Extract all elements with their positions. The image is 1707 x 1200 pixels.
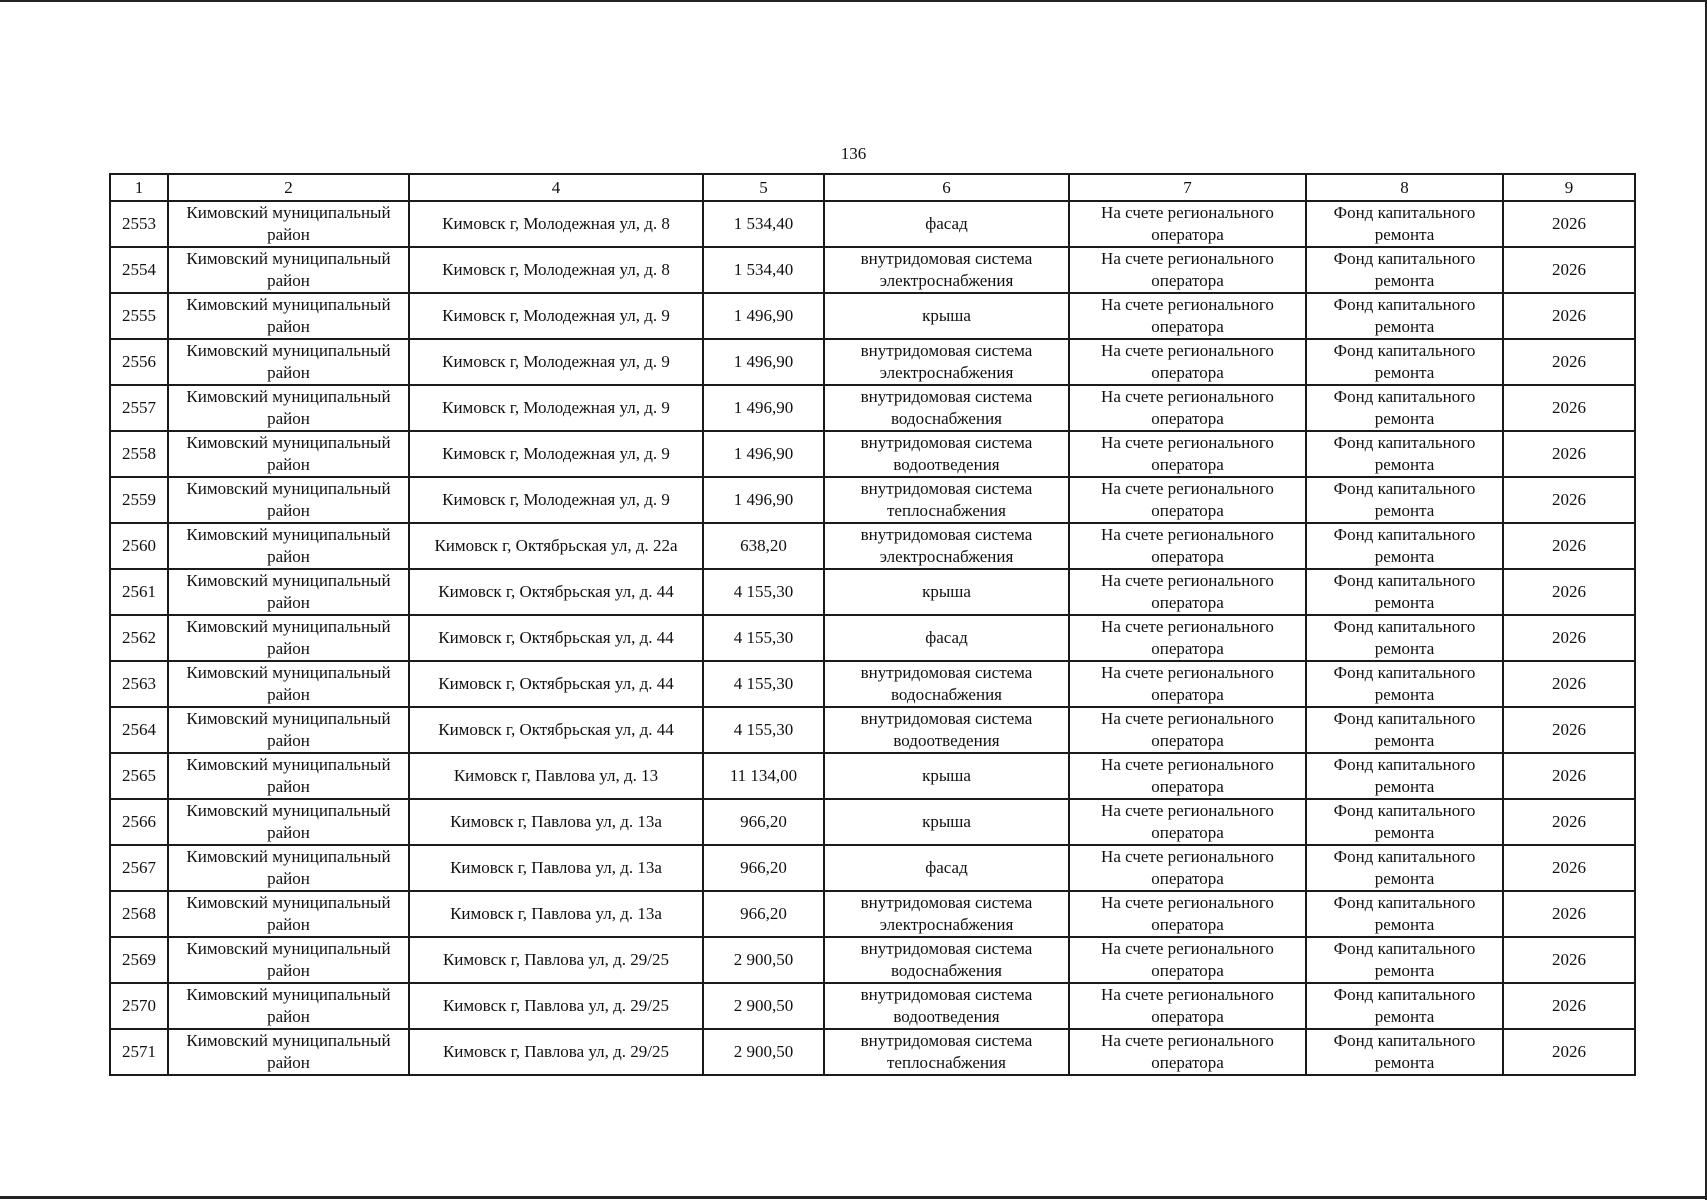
cell-address: Кимовск г, Октябрьская ул, д. 44 (409, 707, 703, 753)
cell-address: Кимовск г, Молодежная ул, д. 8 (409, 247, 703, 293)
cell-funding-source: Фонд капитального ремонта (1306, 891, 1503, 937)
cell-account: На счете регионального оператора (1069, 247, 1306, 293)
cell-work-type: внутридомовая система водоотведения (824, 431, 1069, 477)
cell-work-type: внутридомовая система электроснабжения (824, 339, 1069, 385)
cell-row-number: 2559 (110, 477, 168, 523)
cell-municipality: Кимовский муниципальный район (168, 845, 409, 891)
cell-address: Кимовск г, Октябрьская ул, д. 44 (409, 615, 703, 661)
table-row (110, 477, 1635, 523)
cell-row-number: 2565 (110, 753, 168, 799)
cell-address: Кимовск г, Павлова ул, д. 13а (409, 891, 703, 937)
table-row (110, 799, 1635, 845)
cell-account: На счете регионального оператора (1069, 753, 1306, 799)
cell-funding-source: Фонд капитального ремонта (1306, 707, 1503, 753)
cell-funding-source: Фонд капитального ремонта (1306, 431, 1503, 477)
cell-account: На счете регионального оператора (1069, 707, 1306, 753)
scan-edge-top (0, 0, 1707, 2)
cell-row-number: 2563 (110, 661, 168, 707)
cell-funding-source: Фонд капитального ремонта (1306, 1029, 1503, 1075)
table-row (110, 891, 1635, 937)
cell-row-number: 2555 (110, 293, 168, 339)
page-number: 136 (840, 144, 867, 163)
cell-year: 2026 (1503, 845, 1635, 891)
cell-municipality: Кимовский муниципальный район (168, 201, 409, 247)
table-row (110, 1029, 1635, 1075)
cell-area: 1 496,90 (703, 431, 824, 477)
cell-year: 2026 (1503, 523, 1635, 569)
cell-municipality: Кимовский муниципальный район (168, 569, 409, 615)
cell-area: 4 155,30 (703, 569, 824, 615)
cell-work-type: внутридомовая система водоснабжения (824, 661, 1069, 707)
cell-account: На счете регионального оператора (1069, 845, 1306, 891)
cell-work-type: внутридомовая система водоотведения (824, 983, 1069, 1029)
table-row (110, 615, 1635, 661)
cell-account: На счете регионального оператора (1069, 799, 1306, 845)
cell-row-number: 2560 (110, 523, 168, 569)
cell-account: На счете регионального оператора (1069, 201, 1306, 247)
header-row (110, 174, 1635, 201)
cell-area: 1 496,90 (703, 339, 824, 385)
cell-address: Кимовск г, Октябрьская ул, д. 44 (409, 661, 703, 707)
cell-year: 2026 (1503, 937, 1635, 983)
header-cell-col7: 7 (1069, 174, 1306, 201)
cell-row-number: 2562 (110, 615, 168, 661)
scan-edge-bottom (0, 1196, 1707, 1199)
cell-address: Кимовск г, Павлова ул, д. 13 (409, 753, 703, 799)
cell-account: На счете регионального оператора (1069, 661, 1306, 707)
cell-funding-source: Фонд капитального ремонта (1306, 293, 1503, 339)
cell-work-type: внутридомовая система электроснабжения (824, 247, 1069, 293)
cell-account: На счете регионального оператора (1069, 339, 1306, 385)
cell-address: Кимовск г, Октябрьская ул, д. 44 (409, 569, 703, 615)
table-body (110, 201, 1635, 1075)
cell-account: На счете регионального оператора (1069, 891, 1306, 937)
cell-work-type: внутридомовая система водоотведения (824, 707, 1069, 753)
cell-row-number: 2567 (110, 845, 168, 891)
cell-funding-source: Фонд капитального ремонта (1306, 477, 1503, 523)
cell-row-number: 2570 (110, 983, 168, 1029)
cell-row-number: 2571 (110, 1029, 168, 1075)
cell-year: 2026 (1503, 569, 1635, 615)
cell-year: 2026 (1503, 799, 1635, 845)
cell-funding-source: Фонд капитального ремонта (1306, 661, 1503, 707)
cell-address: Кимовск г, Молодежная ул, д. 9 (409, 431, 703, 477)
cell-area: 1 534,40 (703, 201, 824, 247)
cell-row-number: 2566 (110, 799, 168, 845)
cell-address: Кимовск г, Молодежная ул, д. 9 (409, 477, 703, 523)
cell-funding-source: Фонд капитального ремонта (1306, 937, 1503, 983)
cell-municipality: Кимовский муниципальный район (168, 293, 409, 339)
table-row (110, 201, 1635, 247)
cell-funding-source: Фонд капитального ремонта (1306, 983, 1503, 1029)
cell-address: Кимовск г, Молодежная ул, д. 8 (409, 201, 703, 247)
cell-area: 1 496,90 (703, 293, 824, 339)
cell-year: 2026 (1503, 431, 1635, 477)
cell-municipality: Кимовский муниципальный район (168, 523, 409, 569)
cell-account: На счете регионального оператора (1069, 385, 1306, 431)
cell-row-number: 2561 (110, 569, 168, 615)
cell-work-type: крыша (824, 293, 1069, 339)
table-row (110, 845, 1635, 891)
cell-municipality: Кимовский муниципальный район (168, 983, 409, 1029)
cell-area: 11 134,00 (703, 753, 824, 799)
cell-municipality: Кимовский муниципальный район (168, 247, 409, 293)
cell-year: 2026 (1503, 753, 1635, 799)
cell-year: 2026 (1503, 707, 1635, 753)
cell-row-number: 2553 (110, 201, 168, 247)
cell-area: 966,20 (703, 891, 824, 937)
table-row (110, 983, 1635, 1029)
cell-year: 2026 (1503, 385, 1635, 431)
cell-funding-source: Фонд капитального ремонта (1306, 523, 1503, 569)
cell-area: 1 496,90 (703, 477, 824, 523)
cell-row-number: 2569 (110, 937, 168, 983)
cell-account: На счете регионального оператора (1069, 1029, 1306, 1075)
cell-municipality: Кимовский муниципальный район (168, 753, 409, 799)
cell-work-type: внутридомовая система водоснабжения (824, 385, 1069, 431)
cell-funding-source: Фонд капитального ремонта (1306, 385, 1503, 431)
cell-area: 4 155,30 (703, 615, 824, 661)
cell-account: На счете регионального оператора (1069, 431, 1306, 477)
cell-address: Кимовск г, Павлова ул, д. 29/25 (409, 983, 703, 1029)
cell-area: 2 900,50 (703, 983, 824, 1029)
cell-municipality: Кимовский муниципальный район (168, 891, 409, 937)
cell-year: 2026 (1503, 293, 1635, 339)
cell-address: Кимовск г, Молодежная ул, д. 9 (409, 339, 703, 385)
cell-funding-source: Фонд капитального ремонта (1306, 247, 1503, 293)
table-row (110, 293, 1635, 339)
cell-year: 2026 (1503, 1029, 1635, 1075)
cell-row-number: 2568 (110, 891, 168, 937)
header-cell-col5: 5 (703, 174, 824, 201)
cell-year: 2026 (1503, 339, 1635, 385)
cell-area: 638,20 (703, 523, 824, 569)
cell-area: 2 900,50 (703, 1029, 824, 1075)
table-row (110, 339, 1635, 385)
table-row (110, 753, 1635, 799)
table-row (110, 707, 1635, 753)
cell-area: 1 496,90 (703, 385, 824, 431)
cell-funding-source: Фонд капитального ремонта (1306, 845, 1503, 891)
cell-address: Кимовск г, Молодежная ул, д. 9 (409, 385, 703, 431)
table-row (110, 937, 1635, 983)
cell-year: 2026 (1503, 477, 1635, 523)
cell-work-type: внутридомовая система теплоснабжения (824, 477, 1069, 523)
cell-address: Кимовск г, Павлова ул, д. 29/25 (409, 1029, 703, 1075)
table-row (110, 523, 1635, 569)
table-row (110, 385, 1635, 431)
cell-municipality: Кимовский муниципальный район (168, 707, 409, 753)
table-row (110, 431, 1635, 477)
header-cell-col9: 9 (1503, 174, 1635, 201)
header-cell-col6: 6 (824, 174, 1069, 201)
cell-row-number: 2558 (110, 431, 168, 477)
cell-municipality: Кимовский муниципальный район (168, 937, 409, 983)
cell-address: Кимовск г, Октябрьская ул, д. 22а (409, 523, 703, 569)
cell-work-type: внутридомовая система водоснабжения (824, 937, 1069, 983)
cell-account: На счете регионального оператора (1069, 293, 1306, 339)
cell-year: 2026 (1503, 891, 1635, 937)
cell-municipality: Кимовский муниципальный район (168, 477, 409, 523)
header-cell-col1: 1 (110, 174, 168, 201)
cell-work-type: крыша (824, 799, 1069, 845)
cell-account: На счете регионального оператора (1069, 937, 1306, 983)
header-cell-col8: 8 (1306, 174, 1503, 201)
cell-account: На счете регионального оператора (1069, 569, 1306, 615)
cell-work-type: крыша (824, 753, 1069, 799)
cell-work-type: фасад (824, 615, 1069, 661)
cell-area: 4 155,30 (703, 707, 824, 753)
cell-work-type: внутридомовая система электроснабжения (824, 891, 1069, 937)
cell-work-type: крыша (824, 569, 1069, 615)
cell-area: 1 534,40 (703, 247, 824, 293)
header-cell-col4: 4 (409, 174, 703, 201)
cell-area: 4 155,30 (703, 661, 824, 707)
cell-year: 2026 (1503, 983, 1635, 1029)
cell-municipality: Кимовский муниципальный район (168, 1029, 409, 1075)
table-row (110, 569, 1635, 615)
cell-row-number: 2564 (110, 707, 168, 753)
cell-account: На счете регионального оператора (1069, 983, 1306, 1029)
cell-row-number: 2557 (110, 385, 168, 431)
cell-account: На счете регионального оператора (1069, 615, 1306, 661)
cell-address: Кимовск г, Молодежная ул, д. 9 (409, 293, 703, 339)
cell-funding-source: Фонд капитального ремонта (1306, 339, 1503, 385)
cell-funding-source: Фонд капитального ремонта (1306, 201, 1503, 247)
cell-row-number: 2554 (110, 247, 168, 293)
cell-address: Кимовск г, Павлова ул, д. 13а (409, 799, 703, 845)
cell-municipality: Кимовский муниципальный район (168, 799, 409, 845)
cell-year: 2026 (1503, 201, 1635, 247)
cell-municipality: Кимовский муниципальный район (168, 385, 409, 431)
cell-work-type: внутридомовая система теплоснабжения (824, 1029, 1069, 1075)
cell-work-type: фасад (824, 201, 1069, 247)
cell-account: На счете регионального оператора (1069, 477, 1306, 523)
cell-work-type: внутридомовая система электроснабжения (824, 523, 1069, 569)
cell-year: 2026 (1503, 247, 1635, 293)
cell-area: 966,20 (703, 799, 824, 845)
table-row (110, 247, 1635, 293)
cell-account: На счете регионального оператора (1069, 523, 1306, 569)
cell-funding-source: Фонд капитального ремонта (1306, 753, 1503, 799)
cell-municipality: Кимовский муниципальный район (168, 615, 409, 661)
cell-municipality: Кимовский муниципальный район (168, 339, 409, 385)
cell-work-type: фасад (824, 845, 1069, 891)
cell-funding-source: Фонд капитального ремонта (1306, 615, 1503, 661)
header-cell-col2: 2 (168, 174, 409, 201)
registry-table (109, 173, 1636, 1076)
cell-year: 2026 (1503, 615, 1635, 661)
cell-row-number: 2556 (110, 339, 168, 385)
cell-municipality: Кимовский муниципальный район (168, 661, 409, 707)
cell-address: Кимовск г, Павлова ул, д. 29/25 (409, 937, 703, 983)
cell-address: Кимовск г, Павлова ул, д. 13а (409, 845, 703, 891)
cell-municipality: Кимовский муниципальный район (168, 431, 409, 477)
cell-funding-source: Фонд капитального ремонта (1306, 799, 1503, 845)
table-row (110, 661, 1635, 707)
cell-funding-source: Фонд капитального ремонта (1306, 569, 1503, 615)
cell-year: 2026 (1503, 661, 1635, 707)
cell-area: 2 900,50 (703, 937, 824, 983)
cell-area: 966,20 (703, 845, 824, 891)
